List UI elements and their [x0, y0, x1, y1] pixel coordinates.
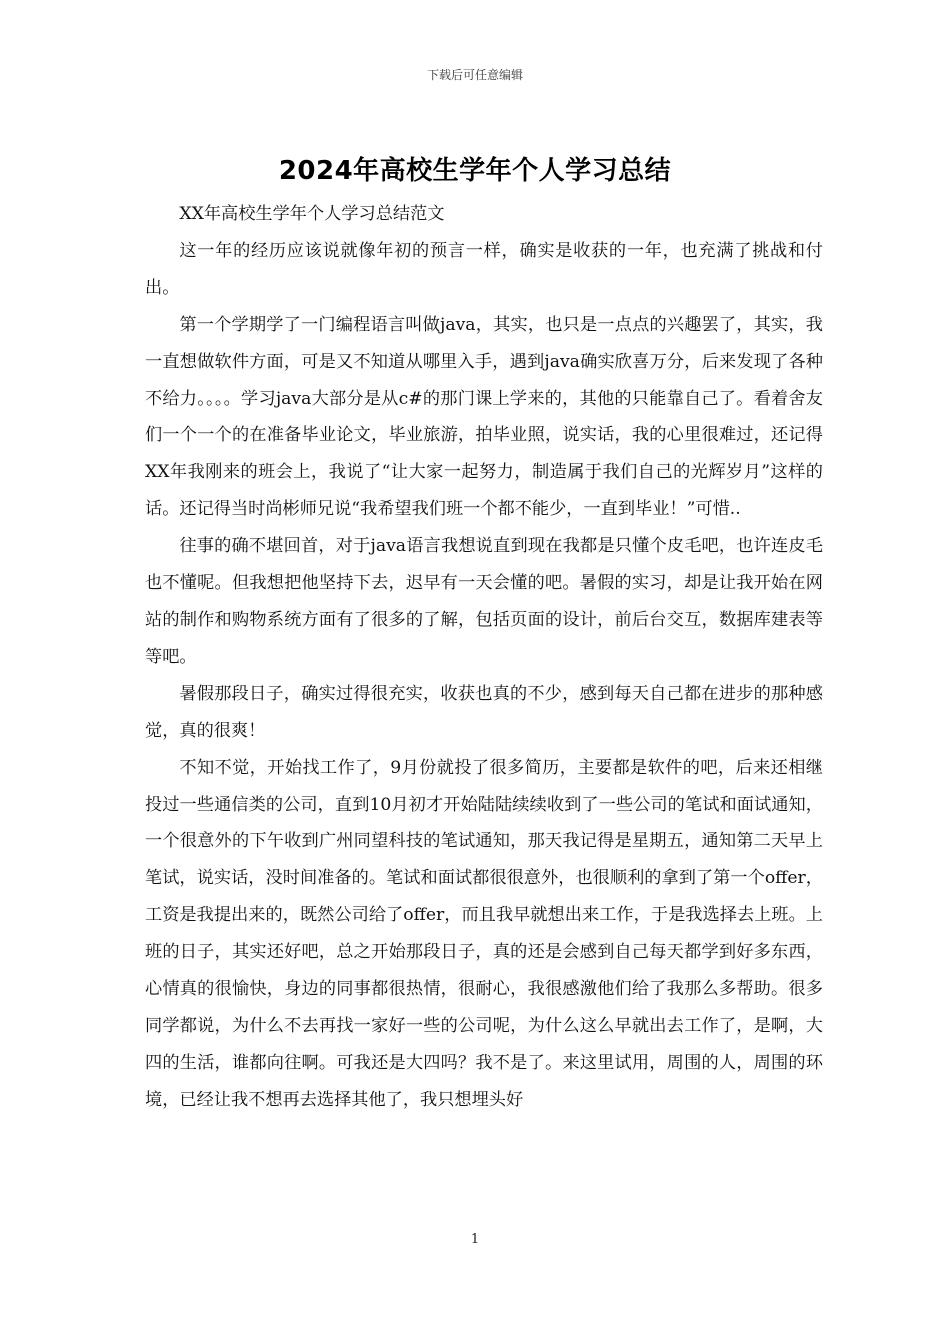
paragraph: 不知不觉，开始找工作了，9月份就投了很多简历，主要都是软件的吧，后来还相继投过一些通信类的公司，直到10月初才开始陆陆续续收到了一些公司的笔试和面试通知，一个很意外的下午收到广州同望科技的笔试通知，那天我记得是星期五，通知第二天早上笔试，说实话，没时间准备的。笔试和面试都很很意外，也很顺利的拿到了第一个offer，工资是我提出来的，既然公司给了offer，而且我早就想出来工作，于是我选择去上班。上班的日子，其实还好吧，总之开始那段日子，真的还是会感到自己每天都学到好多东西，心情真的很愉快，身边的同事都很热情，很耐心，我很感激他们给了我那么多帮助。很多同学都说，为什么不去再找一家好一些的公司呢，为什么这么早就出去工作了，是啊，大四的生活，谁都向往啊。可我还是大四吗？我不是了。来这里试用，周围的人，周围的环境，已经让我不想再去选择其他了，我只想埋头好 — [145, 757, 823, 1110]
document-title: 2024年高校生学年个人学习总结 — [278, 156, 672, 186]
document-body — [145, 196, 823, 1119]
paragraph: 第一个学期学了一门编程语言叫做java，其实，也只是一点点的兴趣罢了，其实，我一直想做软件方面，可是又不知道从哪里入手，遇到java确实欣喜万分，后来发现了各种不给力。。。。学习java大部分是从c#的那门课上学来的，其他的只能靠自己了。看着舍友们一个一个的在准备毕业论文，毕业旅游，拍毕业照，说实话，我的心里很难过，还记得XX年我刚来的班会上，我说了“让大家一起努力，制造属于我们自己的光辉岁月”这样的话。还记得当时尚彬师兄说“我希望我们班一个都不能少，一直到毕业！”可惜.. — [145, 314, 823, 520]
header-note: 下载后可任意编辑 — [426, 68, 523, 82]
paragraph-subtitle: XX年高校生学年个人学习总结范文 — [179, 204, 445, 224]
page-number: 1 — [470, 1232, 480, 1247]
paragraph: 往事的确不堪回首，对于java语言我想说直到现在我都是只懂个皮毛吧，也许连皮毛也不懂呢。但我想把他坚持下去，迟早有一天会懂的吧。暑假的实习，却是让我开始在网站的制作和购物系统方面有了很多的了解，包括页面的设计，前后台交互，数据库建表等等吧。 — [145, 536, 823, 667]
paragraph: 这一年的经历应该说就像年初的预言一样，确实是收获的一年，也充满了挑战和付出。 — [145, 240, 823, 298]
paragraph: 暑假那段日子，确实过得很充实，收获也真的不少，感到每天自己都在进步的那种感觉，真的很爽！ — [145, 683, 823, 741]
